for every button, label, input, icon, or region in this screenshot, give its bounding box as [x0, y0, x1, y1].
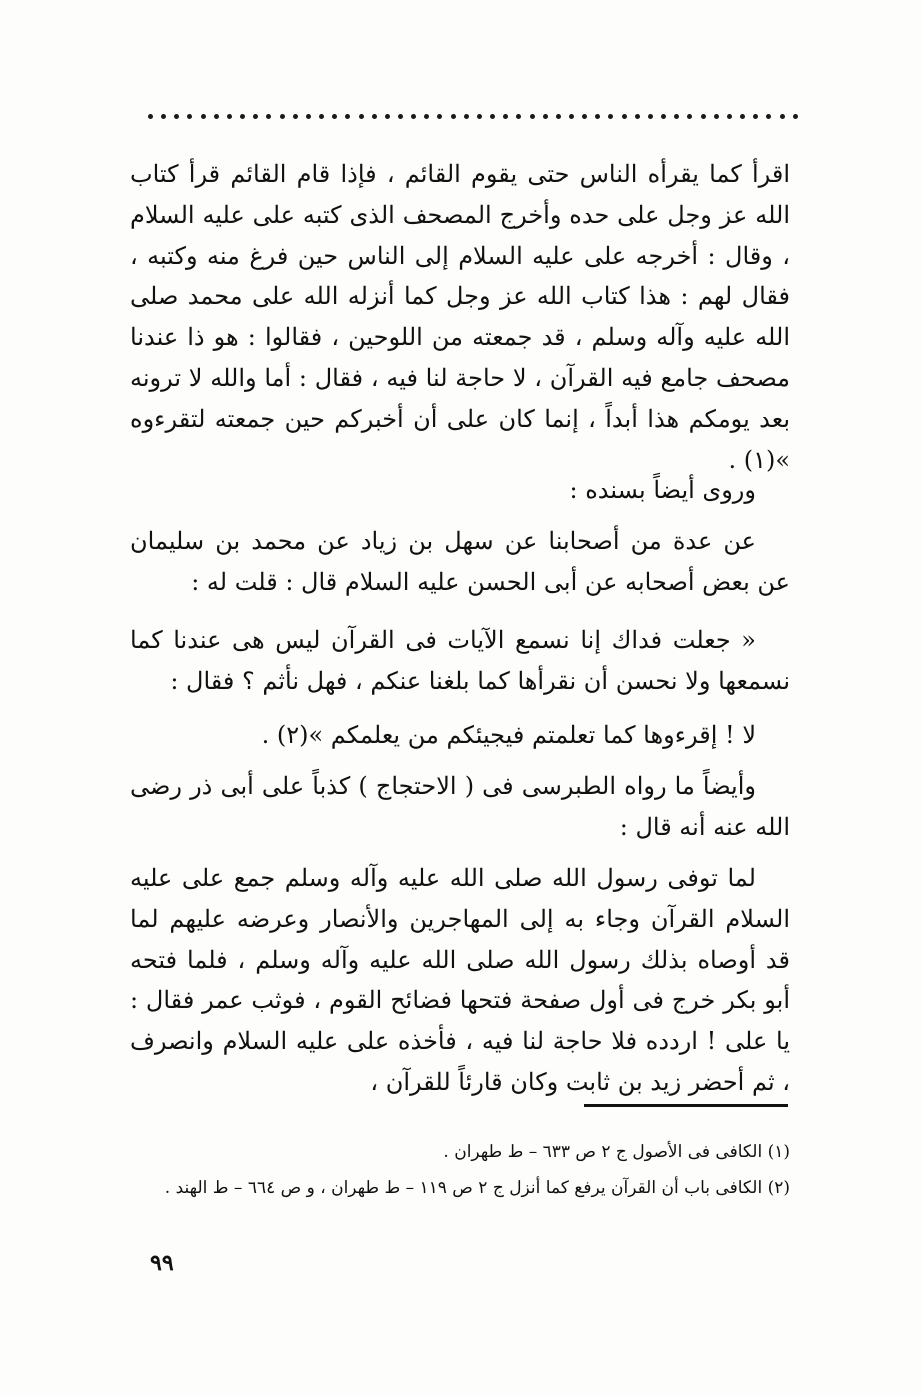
paragraph-chain-of-narration: عن عدة من أصحابنا عن سهل بن زياد عن محمد بن سليمان عن بعض أصحابه عن أبى الحسن عليه السلام قال : قلت له : — [130, 527, 790, 596]
footnote-1: (١) الكافى فى الأصول ج ٢ ص ٦٣٣ – ط طهران . — [443, 1142, 790, 1162]
dotted-separator — [148, 106, 798, 126]
paragraph-tabarsi: وأيضاً ما رواه الطبرسى فى ( الاحتجاج ) كذباً على أبى ذر رضى الله عنه أنه قال : — [130, 772, 790, 841]
paragraph-continued: اقرأ كما يقرأه الناس حتى يقوم القائم ، فإذا قام القائم قرأ كتاب الله عز وجل على حده وأخرج المصحف الذى كتبه على عليه السلام ، وقال : أخرجه على عليه السلام إلى الناس حين فرغ منه وكتبه ، فقال لهم : هذا كتاب الله عز وجل كما أنزله الله على محمد صلى الله عليه وآله وسلم ، قد جمعته من اللوحين ، فقالوا : هو ذا عندنا مصحف جامع فيه القرآن ، لا حاجة لنا فيه ، فقال : أما والله لا ترونه بعد يومكم هذا أبداً ، إنما كان على أن أخبركم حين جمعته لتقرءوه »(١) . — [130, 160, 790, 474]
footnote-2: (٢) الكافى باب أن القرآن يرفع كما أنزل ج ٢ ص ١١٩ – ط طهران ، و ص ٦٦٤ – ط الهند . — [164, 1178, 790, 1198]
footnote-divider — [584, 1104, 788, 1107]
page-number: ٩٩ — [150, 1250, 174, 1276]
paragraph-narration-intro: وروى أيضاً بسنده : — [569, 476, 756, 504]
paragraph-quote-question: « جعلت فداك إنا نسمع الآيات فى القرآن ليس هى عندنا كما نسمعها ولا نحسن أن نقرأها كما بلغنا عنكم ، فهل نأثم ؟ فقال : — [130, 626, 790, 695]
paragraph-abu-dharr-narration: لما توفى رسول الله صلى الله عليه وآله وسلم جمع على عليه السلام القرآن وجاء به إلى المهاجرين والأنصار وعرضه عليهم لما قد أوصاه بذلك رسول الله صلى الله عليه وآله وسلم ، فلما فتحه أبو بكر خرج فى أول صفحة فتحها فضائح القوم ، فوثب عمر فقال : يا على ! اردده فلا حاجة لنا فيه ، فأخذه على عليه السلام وانصرف ، ثم أحضر زيد بن ثابت وكان قارئاً للقرآن ، — [130, 864, 790, 1096]
paragraph-quote-answer: لا ! إقرءوها كما تعلمتم فيجيئكم من يعلمكم »(٢) . — [261, 721, 756, 749]
